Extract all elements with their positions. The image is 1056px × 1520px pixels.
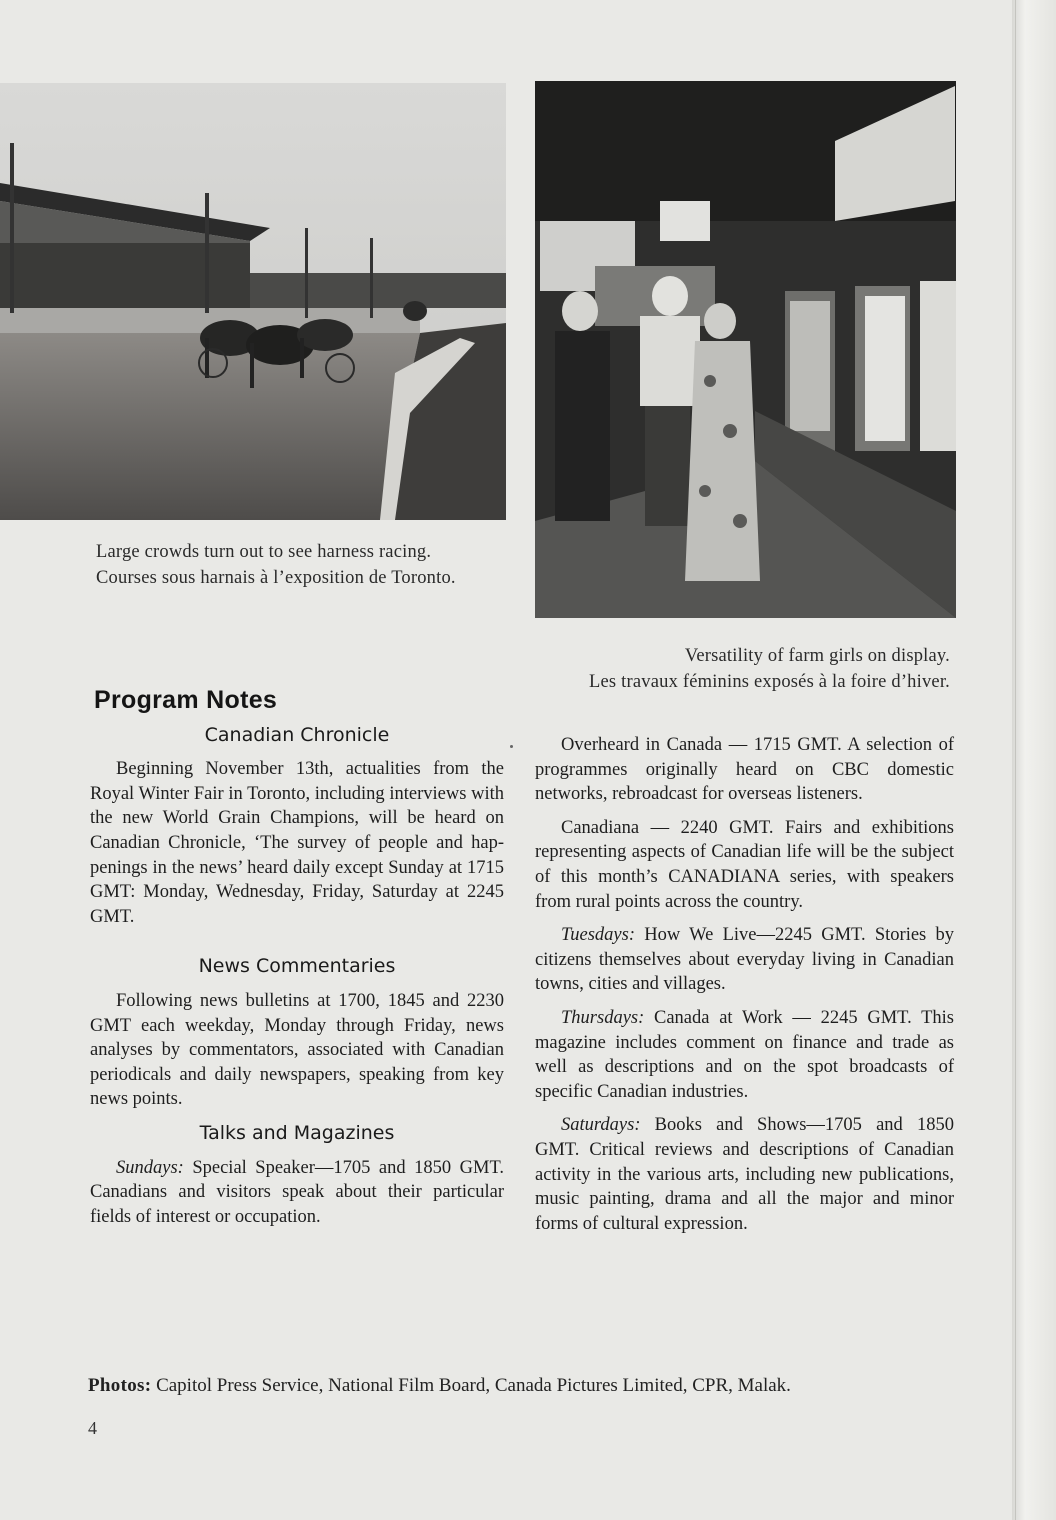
display-caption-english: Versatility of farm girls on display.	[684, 646, 950, 666]
page-number: 4	[88, 1418, 97, 1438]
display-caption-french: Les travaux féminins exposés à la foire d’hiver.	[589, 672, 950, 692]
paragraph-canadiana: Canadiana — 2240 GMT. Fairs and exhibitions representing aspects of Canadian life will be the subject of this month’s CANADIANA series, with speakers from rural points across the country.	[535, 817, 954, 912]
paragraph-saturdays	[535, 1113, 954, 1236]
racing-caption-english: Large crowds turn out to see harness racing.	[96, 542, 432, 562]
paragraph-sundays	[90, 1156, 504, 1230]
saturdays-label: Saturdays:	[561, 1115, 641, 1136]
credits-label: Photos:	[88, 1375, 152, 1396]
paragraph-tuesdays	[535, 923, 954, 997]
credits-text: Capitol Press Service, National Film Board, Canada Pictures Limited, CPR, Malak.	[151, 1375, 791, 1396]
paragraph-thursdays	[535, 1006, 954, 1104]
racing-caption-french: Courses sous harnais à l’exposition de Toronto.	[96, 568, 456, 588]
section-title: Program Notes	[94, 686, 278, 714]
sundays-text: Special Speaker—1705 and 1850 GMT. Canadians and visitors speak about their particular fields of interest or occupation.	[90, 1157, 504, 1227]
print-speck	[510, 745, 513, 748]
farm-display-photo	[535, 81, 956, 618]
display-photo-caption	[520, 643, 950, 695]
left-column	[90, 688, 504, 1238]
thursdays-text: Canada at Work — 2245 GMT. This magazine includes comment on finance and trade as well as descriptions and on the spot broadcasts of specific Canadian industries.	[535, 1007, 954, 1102]
page-edge	[1012, 0, 1056, 1520]
saturdays-text: Books and Shows—1705 and 1850 GMT. Critical reviews and descriptions of Canadian activity in the various arts, including new publications, music painting, drama and all the major and minor forms of cultural expression.	[535, 1115, 954, 1234]
heading-talks-magazines: Talks and Magazines	[199, 1121, 395, 1144]
harness-racing-photo	[0, 83, 506, 520]
paragraph-canadian-chronicle: Beginning November 13th, actualities from the Royal Winter Fair in Toronto, including interviews with the new World Grain Champions, will be heard on Canadian Chronicle, ‘The survey of people and happenings in the news’ heard daily except Sunday at 1715 GMT: Monday, Wednesday, Friday, Saturday at 2245 GMT.	[90, 759, 504, 927]
page-fold-line	[1015, 0, 1016, 1520]
paragraph-news-commentaries: Following news bulletins at 1700, 1845 and 2230 GMT each weekday, Monday through Friday, news analyses by commentators, associated with Canadian periodicals and daily newspapers, speaking from key news points.	[90, 990, 504, 1110]
thursdays-label: Thursdays:	[561, 1007, 645, 1028]
racing-photo-caption	[96, 539, 516, 591]
tuesdays-text: How We Live—2245 GMT. Stories by citizens themselves about everyday living in Canadian towns, cities and villages.	[535, 925, 954, 995]
heading-canadian-chronicle: Canadian Chronicle	[204, 723, 390, 746]
tuesdays-label: Tuesdays:	[561, 925, 635, 946]
right-column	[535, 733, 954, 1245]
photo-credits	[88, 1375, 968, 1397]
sundays-label: Sundays:	[116, 1157, 184, 1178]
paragraph-overheard: Overheard in Canada — 1715 GMT. A selection of programmes originally heard on CBC domestic networks, rebroadcast for overseas listeners.	[535, 735, 954, 805]
heading-news-commentaries: News Commentaries	[198, 955, 396, 978]
